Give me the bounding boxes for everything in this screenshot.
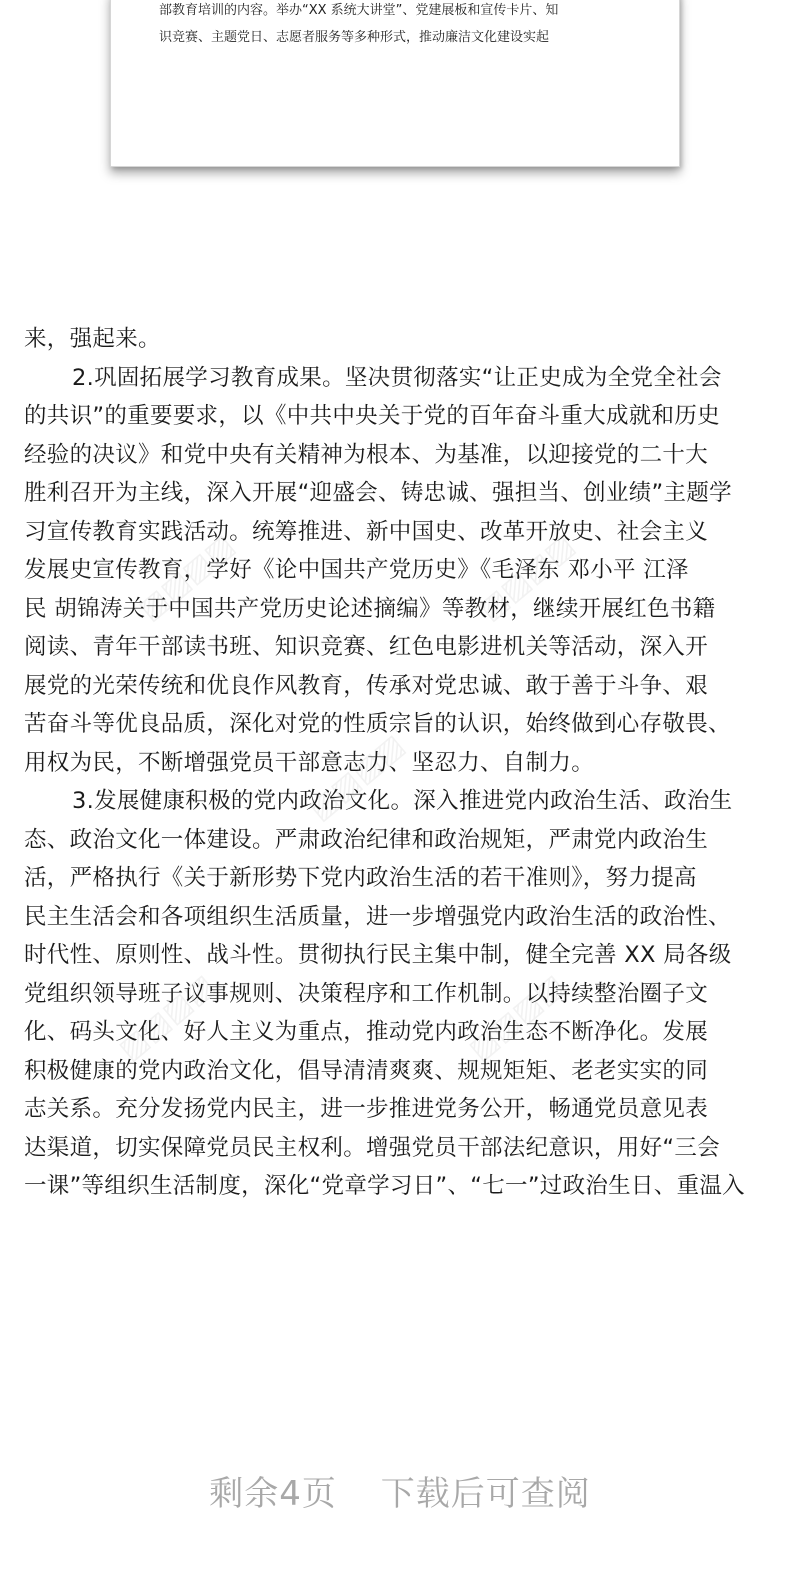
remaining-pages-notice[interactable] bbox=[0, 1466, 800, 1515]
watermark: ▨▨▨▨ bbox=[462, 967, 572, 1068]
text-line: 态、政治文化一体建设。严肃政治纪律和政治规矩，严肃党内政治生 bbox=[24, 826, 709, 853]
watermark: ▨▨▨▨ bbox=[112, 967, 222, 1068]
text-line: 的共识”的重要要求，以《中共中央关于党的百年奋斗重大成就和历史 bbox=[24, 403, 720, 429]
download-hint-label: 下载后可查阅 bbox=[380, 1474, 591, 1514]
page-preview-text bbox=[159, 0, 639, 51]
text-line: 民 胡锦涛关于中国共产党历史论述摘编》等教材，继续开展红色书籍 bbox=[24, 595, 716, 622]
text-line: 展党的光荣传统和优良作风教育，传承对党忠诚、敢于善于斗争、艰 bbox=[24, 672, 709, 699]
text-line: 志关系。充分发扬党内民主，进一步推进党务公开，畅通党员意见表 bbox=[24, 1096, 709, 1122]
watermark: ▨▨▨▨ bbox=[302, 727, 412, 828]
watermark: ▨▨▨▨ bbox=[472, 527, 582, 628]
text-line: 发展史宣传教育，学好《论中国共产党历史》《毛泽东 邓小平 江泽 bbox=[24, 557, 689, 583]
text-line: 经验的决议》和党中央有关精神为根本、为基准，以迎接党的二十大 bbox=[24, 441, 709, 468]
text-line: 民主生活会和各项组织生活质量，进一步增强党内政治生活的政治性、 bbox=[24, 903, 731, 930]
text-line: 化、码头文化、好人主义为重点，推动党内政治生态不断净化。发展 bbox=[24, 1019, 709, 1045]
text-line: 来，强起来。 bbox=[24, 326, 161, 352]
document-body bbox=[24, 320, 772, 1206]
text-line: 党组织领导班子议事规则、决策程序和工作机制。以持续整治圈子文 bbox=[24, 980, 709, 1007]
text-line: 活，严格执行《关于新形势下党内政治生活的若干准则》，努力提高 bbox=[24, 865, 697, 891]
text-line: 达渠道，切实保障党员民主权利。增强党员干部法纪意识，用好“三会 bbox=[24, 1134, 720, 1161]
text-line: 阅读、青年干部读书班、知识竞赛、红色电影进机关等活动，深入开 bbox=[24, 634, 709, 660]
text-line: 一课”等组织生活制度，深化“党章学习日”、“七一”过政治生日、重温入 bbox=[24, 1173, 745, 1199]
text-line: 用权为民，不断增强党员干部意志力、坚忍力、自制力。 bbox=[24, 749, 595, 776]
text-line: 习宣传教育实践活动。统筹推进、新中国史、改革开放史、社会主义 bbox=[24, 518, 709, 545]
remaining-pages-label: 剩余4页 bbox=[209, 1474, 337, 1514]
paragraph-start-line: 3.发展健康积极的党内政治文化。深入推进党内政治生活、政治生 bbox=[72, 788, 733, 814]
watermark: ▨▨▨▨ bbox=[132, 527, 242, 628]
text-line: 时代性、原则性、战斗性。贯彻执行民主集中制，健全完善 XX 局各级 bbox=[24, 942, 732, 968]
text-line: 积极健康的党内政治文化，倡导清清爽爽、规规矩矩、老老实实的同 bbox=[24, 1057, 709, 1084]
text-line: 胜利召开为主线，深入开展“迎盛会、铸忠诚、强担当、创业绩”主题学 bbox=[24, 480, 732, 506]
paragraph-start-line: 2.巩固拓展学习教育成果。坚决贯彻落实“让正史成为全党全社会 bbox=[72, 364, 722, 391]
text-line: 苦奋斗等优良品质，深化对党的性质宗旨的认识，始终做到心存敬畏、 bbox=[24, 711, 731, 737]
document-page-preview bbox=[110, 0, 680, 167]
preview-line: 识竞赛、主题党日、志愿者服务等多种形式，推动廉洁文化建设实起 bbox=[159, 30, 550, 45]
preview-line: 部教育培训的内容。举办“XX 系统大讲堂”、党建展板和宣传卡片、知 bbox=[159, 3, 559, 18]
